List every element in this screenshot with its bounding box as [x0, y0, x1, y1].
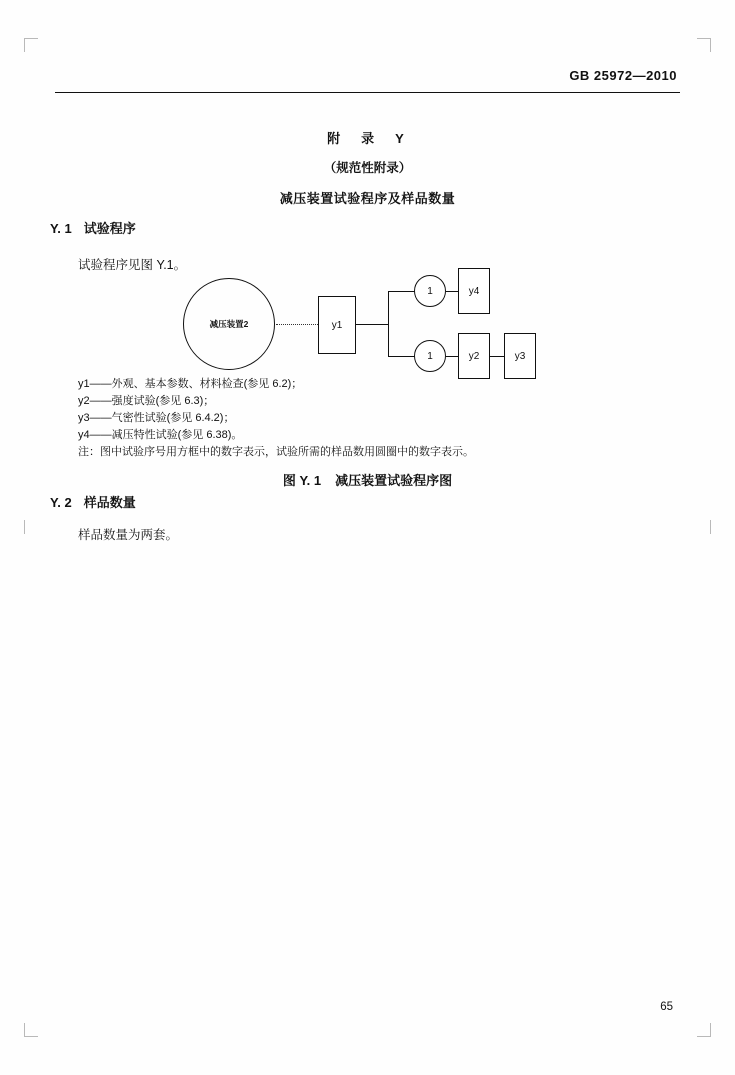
- paragraph-y2: 样品数量为两套。: [78, 528, 179, 542]
- crop-mark-top-right-h: [697, 38, 711, 39]
- section-heading-y1: [50, 218, 136, 237]
- legend-item-y1: y1——外观、基本参数、材料检查(参见 6.2)；: [78, 378, 303, 390]
- connector-start-to-y1: [276, 324, 318, 325]
- branch-bus: [388, 291, 389, 357]
- crop-mark-mid-left: [24, 520, 25, 534]
- annex-heading-line1: 附 录 Y: [327, 131, 408, 146]
- annex-heading-line2: （规范性附录）: [323, 161, 412, 175]
- diagram-node-y3: y3: [504, 333, 536, 379]
- crop-mark-mid-right: [710, 520, 711, 534]
- diagram-node-y1: y1: [318, 296, 356, 354]
- connector-branch-upper: [388, 291, 416, 292]
- legend-item-y3: y3——气密性试验(参见 6.4.2)；: [78, 412, 235, 424]
- diagram-start-node: 减压装置2: [183, 278, 275, 370]
- crop-mark-top-left-v: [24, 38, 25, 52]
- crop-mark-top-right-v: [710, 38, 711, 52]
- legend-note: 注：图中试验序号用方框中的数字表示，试验所需的样品数用圆圈中的数字表示。: [78, 446, 474, 458]
- section-title-y2: 样品数量: [83, 495, 136, 510]
- page-number: 65: [660, 1001, 673, 1013]
- standard-number: GB 25972—2010: [569, 68, 677, 83]
- sample-count-upper: 1: [414, 275, 446, 307]
- legend-item-y2: y2——强度试验(参见 6.3)；: [78, 395, 215, 407]
- figure-caption: [0, 470, 735, 489]
- paragraph-y1: 试验程序见图 Y.1。: [78, 258, 187, 272]
- connector-branch-lower: [388, 356, 416, 357]
- crop-mark-bottom-right-h: [697, 1036, 711, 1037]
- figure-caption-label: 图 Y. 1: [282, 473, 322, 488]
- diagram-node-y2: y2: [458, 333, 490, 379]
- legend-item-y4: y4——减压特性试验(参见 6.38)。: [78, 429, 243, 441]
- test-procedure-diagram: [150, 268, 580, 378]
- section-number-y2: Y. 2: [50, 495, 72, 510]
- section-title-y1: 试验程序: [83, 221, 136, 236]
- crop-mark-bottom-left-v: [24, 1023, 25, 1037]
- figure-caption-title: 减压装置试验程序图: [335, 473, 453, 488]
- section-heading-y2: [50, 492, 136, 511]
- crop-mark-top-left-h: [24, 38, 38, 39]
- connector-upper-to-y4: [446, 291, 458, 292]
- crop-mark-bottom-right-v: [710, 1023, 711, 1037]
- diagram-legend: [78, 376, 474, 461]
- connector-lower-to-y2: [446, 356, 458, 357]
- annex-heading-line3: 减压装置试验程序及样品数量: [279, 191, 456, 206]
- connector-y1-to-branch: [356, 324, 388, 325]
- annex-heading: [0, 128, 735, 207]
- diagram-node-y4: y4: [458, 268, 490, 314]
- crop-mark-bottom-left-h: [24, 1036, 38, 1037]
- sample-count-lower: 1: [414, 340, 446, 372]
- connector-y2-to-y3: [490, 356, 504, 357]
- header-rule: [55, 92, 680, 93]
- section-number-y1: Y. 1: [50, 221, 72, 236]
